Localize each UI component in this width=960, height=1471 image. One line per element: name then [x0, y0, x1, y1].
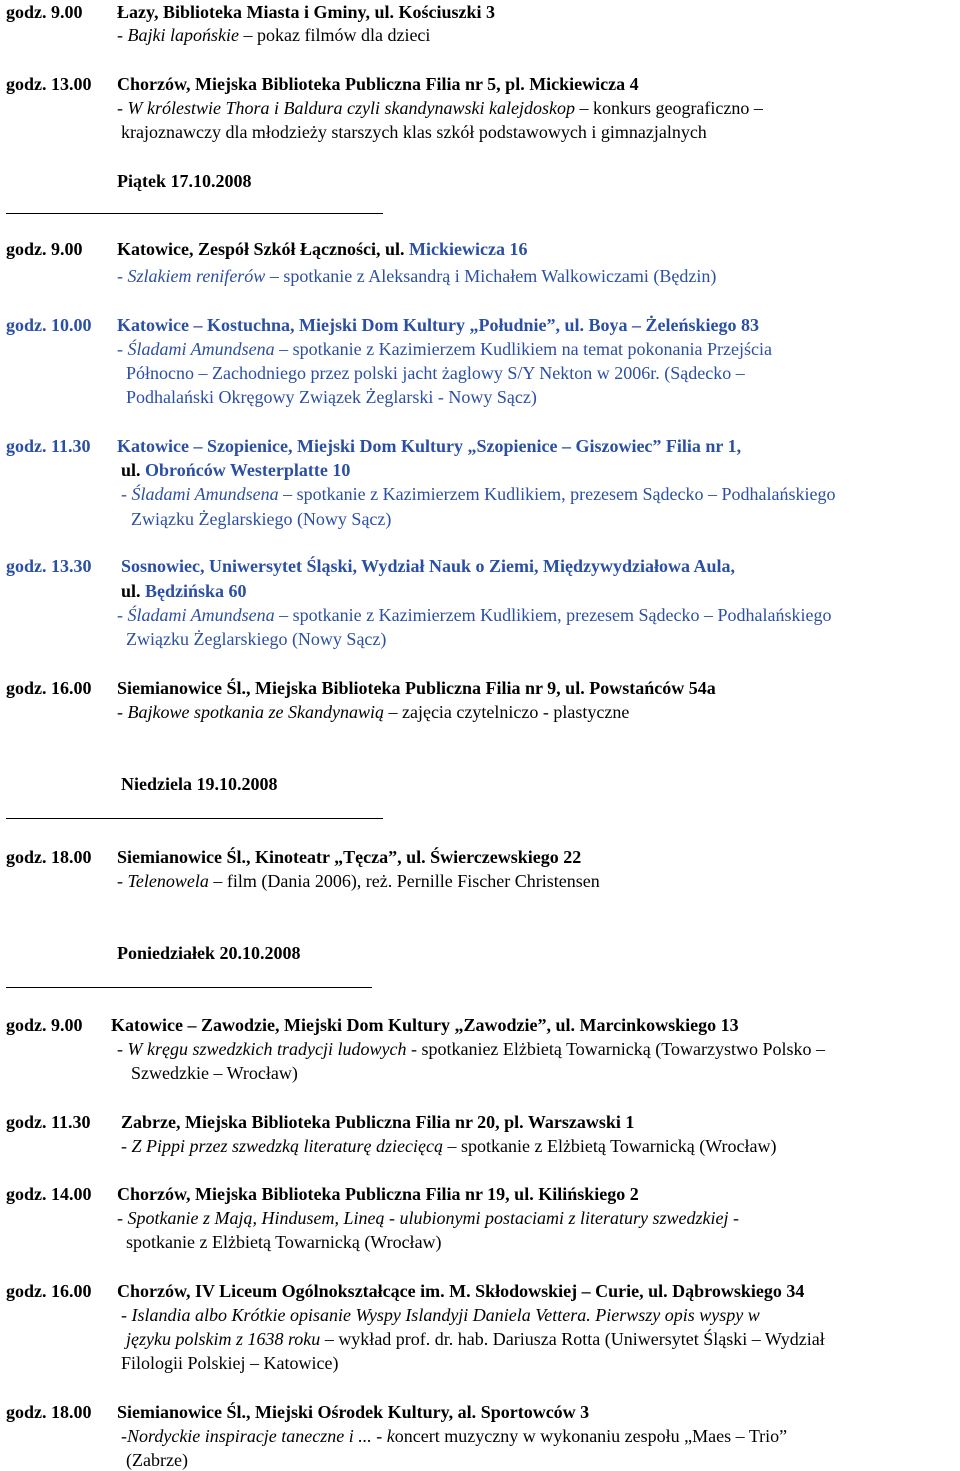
desc-prefix: - — [117, 702, 128, 722]
place-part: Warszawski 1 — [523, 1112, 635, 1132]
event-title: Nordyckie inspiracje taneczne i ... - k — [127, 1426, 395, 1446]
divider — [6, 987, 372, 988]
event-place — [117, 1401, 589, 1423]
place-part: Katowice – Zawodzie, Miejski Dom Kultury „Zawodzie”, ul. — [111, 1015, 575, 1035]
event-description — [117, 265, 716, 287]
event-place — [111, 1014, 739, 1036]
event-time: godz. 14.00 — [6, 1184, 92, 1204]
event-title: Islandia albo Krótkie opisanie Wyspy Islandyji Daniela Vettera. Pierwszy opis wyspy w — [131, 1305, 760, 1325]
event-title: Bajkowe spotkania ze Skandynawią — [127, 702, 384, 722]
desc-prefix: - — [121, 1136, 132, 1156]
place-part: Powstańców 54a — [584, 678, 716, 698]
event-description — [117, 24, 430, 46]
event-description-line — [126, 1328, 825, 1350]
event-time: godz. 13.00 — [6, 74, 92, 94]
place-part: Świerczewskiego 22 — [425, 847, 582, 867]
event-description — [117, 870, 600, 892]
event-description — [117, 1207, 739, 1229]
event-description — [117, 338, 772, 360]
event-time: godz. 16.00 — [6, 1281, 92, 1301]
event-time: godz. 16.00 — [6, 678, 92, 698]
place-part: Zabrze, Miejska Biblioteka Publiczna Filia nr 20, pl. — [121, 1112, 524, 1132]
desc-rest: oncert muzyczny w wykonaniu zespołu „Maes – Trio” — [394, 1426, 788, 1446]
desc-rest: – wykład prof. dr. hab. Dariusza Rotta (Uniwersytet Śląski – Wydział — [320, 1329, 825, 1349]
day-heading: Piątek 17.10.2008 — [117, 171, 252, 191]
event-time: godz. 11.30 — [6, 1112, 91, 1132]
event-time: godz. 9.00 — [6, 1015, 83, 1035]
event-description-line: Podhalański Okręgowy Związek Żeglarski - Nowy Sącz) — [126, 387, 537, 407]
desc-prefix: - — [117, 1039, 128, 1059]
desc-rest: – film (Dania 2006), reż. Pernille Fischer Christensen — [208, 871, 600, 891]
desc-prefix: - — [117, 98, 128, 118]
event-title: Z Pippi przez szwedzką literaturę dziecięcą — [131, 1136, 443, 1156]
place-part: Siemianowice Śl., Miejski Ośrodek Kultury, al. — [117, 1402, 477, 1422]
place-part: Siemianowice Śl., Miejska Biblioteka Publiczna Filia nr 9, ul. — [117, 678, 585, 698]
event-place: Sosnowiec, Uniwersytet Śląski, Wydział Nauk o Ziemi, Międzywydziałowa Aula, — [121, 556, 736, 576]
event-title-line: języku polskim z 1638 roku — [126, 1329, 321, 1349]
place-part: ul. — [121, 581, 141, 601]
event-place: Katowice – Szopienice, Miejski Dom Kultury „Szopienice – Giszowiec” Filia nr 1, — [117, 436, 742, 456]
event-title: Śladami Amundsena — [127, 339, 275, 359]
desc-prefix: - — [117, 871, 128, 891]
event-place — [117, 314, 759, 336]
day-heading: Niedziela 19.10.2008 — [121, 774, 278, 794]
event-description — [121, 1304, 760, 1326]
place-part: Sportowców 3 — [476, 1402, 590, 1422]
event-description-line: Północno – Zachodniego przez polski jacht żaglowy S/Y Nekton w 2006r. (Sądecko – — [126, 363, 745, 383]
event-title: Telenowela — [127, 871, 209, 891]
event-place — [121, 1111, 634, 1133]
desc-prefix: - — [117, 339, 128, 359]
event-title: Śladami Amundsena — [127, 605, 275, 625]
day-heading: Poniedziałek 20.10.2008 — [117, 943, 301, 963]
desc-prefix: - — [117, 1208, 128, 1228]
desc-prefix: - — [121, 1305, 132, 1325]
event-place-line — [121, 580, 247, 602]
place-part: Będzińska 60 — [140, 581, 247, 601]
desc-prefix: - — [117, 605, 128, 625]
event-description — [121, 483, 836, 505]
event-title: Szlakiem reniferów — [127, 266, 266, 286]
place-part: Marcinkowskiego 13 — [574, 1015, 739, 1035]
event-time: godz. 9.00 — [6, 2, 83, 22]
place-part: Mickiewicza 16 — [404, 239, 528, 259]
event-place: Łazy, Biblioteka Miasta i Gminy, ul. Kościuszki 3 — [117, 2, 496, 22]
event-place — [117, 238, 527, 260]
event-title: Śladami Amundsena — [131, 484, 279, 504]
event-description-line: Związku Żeglarskiego (Nowy Sącz) — [126, 629, 387, 649]
event-title: Bajki lapońskie — [127, 25, 239, 45]
event-description — [121, 1425, 787, 1447]
event-title: W kręgu szwedzkich tradycji ludowych — [127, 1039, 407, 1059]
event-description-line: (Zabrze) — [126, 1450, 188, 1470]
desc-prefix: - — [121, 1426, 127, 1446]
event-description-line: Szwedzkie – Wrocław) — [131, 1063, 298, 1083]
event-place — [117, 846, 581, 868]
event-time: godz. 11.30 — [6, 436, 91, 456]
event-description — [117, 1038, 825, 1060]
event-time: godz. 18.00 — [6, 1402, 92, 1422]
desc-rest: – spotkanie z Kazimierzem Kudlikiem na temat pokonania Przejścia — [274, 339, 773, 359]
event-description — [117, 97, 763, 119]
event-place — [117, 677, 716, 699]
desc-rest: – zajęcia czytelniczo - plastyczne — [383, 702, 630, 722]
event-description — [117, 701, 629, 723]
event-description-line: krajoznawczy dla młodzieży starszych klas szkół podstawowych i gimnazjalnych — [121, 122, 707, 142]
divider — [6, 213, 383, 214]
place-part: Boya – Żeleńskiego 83 — [584, 315, 760, 335]
place-part: Chorzów, IV Liceum Ogólnokształcące im. M. Skłodowskiej – Curie, ul. — [117, 1281, 668, 1301]
event-place — [117, 1183, 639, 1205]
event-title: Spotkanie z Mają, Hindusem, Lineą - ulubionymi postaciami z literatury szwedzkiej — [127, 1208, 729, 1228]
place-part: Siemianowice Śl., Kinoteatr „Tęcza”, ul. — [117, 847, 426, 867]
event-time: godz. 10.00 — [6, 315, 92, 335]
place-part: Katowice, Zespół Szkół Łączności, ul. — [117, 239, 405, 259]
event-time: godz. 13.30 — [6, 556, 92, 576]
place-part: Katowice – Kostuchna, Miejski Dom Kultury „Południe”, ul. — [117, 315, 585, 335]
event-description — [121, 1135, 777, 1157]
event-description-line: spotkanie z Elżbietą Towarnicką (Wrocław) — [126, 1232, 442, 1252]
desc-rest: – spotkanie z Kazimierzem Kudlikiem, prezesem Sądecko – Podhalańskiego — [274, 605, 832, 625]
place-part: Dąbrowskiego 34 — [667, 1281, 805, 1301]
event-description — [117, 604, 832, 626]
desc-rest: – spotkanie z Elżbietą Towarnicką (Wrocław) — [442, 1136, 777, 1156]
event-place — [117, 1280, 804, 1302]
desc-rest: - spotkaniez Elżbietą Towarnicką (Towarzystwo Polsko – — [406, 1039, 825, 1059]
event-place-line — [121, 459, 350, 481]
desc-rest: – spotkanie z Aleksandrą i Michałem Walkowiczami (Będzin) — [265, 266, 717, 286]
event-title: W królestwie Thora i Baldura czyli skandynawski kalejdoskop — [127, 98, 575, 118]
desc-prefix: - — [121, 484, 132, 504]
desc-rest: – konkurs geograficzno – — [574, 98, 763, 118]
place-part: Obrońców Westerplatte 10 — [140, 460, 351, 480]
place-part: Chorzów, Miejska Biblioteka Publiczna Filia nr 19, ul. — [117, 1184, 534, 1204]
place-part: Kilińskiego 2 — [533, 1184, 639, 1204]
divider — [6, 818, 383, 819]
event-description-line: Związku Żeglarskiego (Nowy Sącz) — [131, 509, 392, 529]
event-time: godz. 9.00 — [6, 239, 83, 259]
desc-prefix: - — [117, 25, 128, 45]
event-place: Chorzów, Miejska Biblioteka Publiczna Filia nr 5, pl. Mickiewicza 4 — [117, 74, 639, 94]
event-time: godz. 18.00 — [6, 847, 92, 867]
event-description-line: Filologii Polskiej – Katowice) — [121, 1353, 339, 1373]
desc-prefix: - — [117, 266, 128, 286]
place-part: ul. — [121, 460, 141, 480]
desc-rest: - — [728, 1208, 739, 1228]
desc-rest: – pokaz filmów dla dzieci — [238, 25, 431, 45]
desc-rest: – spotkanie z Kazimierzem Kudlikiem, prezesem Sądecko – Podhalańskiego — [278, 484, 836, 504]
